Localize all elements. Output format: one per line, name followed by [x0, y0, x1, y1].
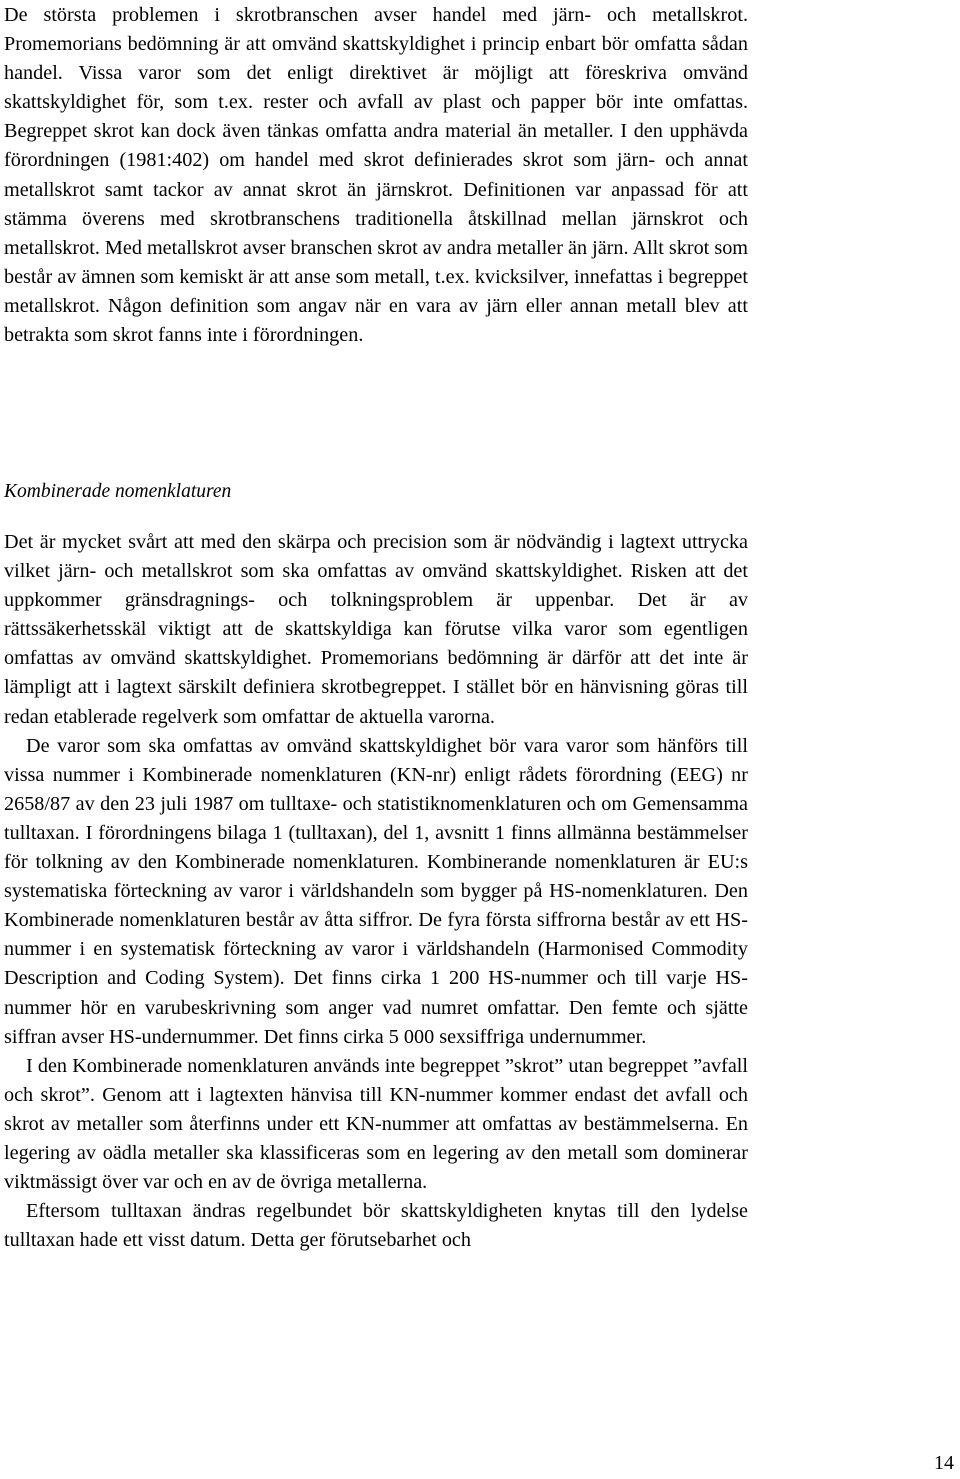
paragraph-avfall-och-skrot: I den Kombinerade nomenklaturen används inte begreppet ”skrot” utan begreppet ”avfall och skrot”. Genom att i lagtexten hänvisa till KN-nummer kommer endast det avfall och skrot av metaller som återfinns under ett KN-nummer att omfattas av bestämmelserna. En legering av oädla metaller ska klassificeras som en legering av den metall som dominerar viktmässigt över var och en av de övriga metallerna. [4, 1054, 748, 1194]
paragraph-precision: Det är mycket svårt att med den skärpa och precision som är nödvändig i lagtext uttrycka vilket järn- och metallskrot som ska omfattas av omvänd skattskyldighet. Risken att det uppkommer gränsdragnings- och tolkningsproblem är uppenbar. Det är av rättssäkerhetsskäl viktigt att de skattskyldiga kan förutse vilka varor som egentligen omfattas av omvänd skattskyldighet. Promemorians bedömning är därför att det inte är lämpligt att i lagtext särskilt definiera skrotbegreppet. I stället bör en hänvisning göras till redan etablerade regelverk som omfattar de aktuella varorna. [4, 531, 748, 728]
paragraph-skrotbranschen: De största problemen i skrotbranschen avser handel med järn- och metallskrot. Promemorians bedömning är att omvänd skattskyldighet i princip enbart bör omfatta sådan handel. Vissa varor som det enligt direktivet är möjligt att föreskriva omvänd skattskyldighet för, som t.ex. rester och avfall av plast och papper bör inte omfattas. Begreppet skrot kan dock även tänkas omfatta andra material än metaller. I den upphävda förordningen (1981:402) om handel med skrot definierades skrot som järn- och annat metallskrot samt tackor av annat skrot än järnskrot. Definitionen var anpassad för att stämma överens med skrotbranschens traditionella åtskillnad mellan järnskrot och metallskrot. Med metallskrot avser branschen skrot av andra metaller än järn. Allt skrot som består av ämnen som kemiskt är att anse som metall, t.ex. kvicksilver, innefattas i begreppet metallskrot. Någon definition som angav när en vara av järn eller annan metall blev att betrakta som skrot fanns inte i förordningen. [4, 4, 748, 347]
page-number: 14 [934, 1452, 954, 1474]
section-body [4, 528, 748, 1255]
section-heading: Kombinerade nomenklaturen [4, 481, 232, 502]
intro-section [4, 1, 748, 350]
paragraph-kn-nr: De varor som ska omfattas av omvänd skattskyldighet bör vara varor som hänförs till vissa nummer i Kombinerade nomenklaturen (KN-nr) enligt rådets förordning (EEG) nr 2658/87 av den 23 juli 1987 om tulltaxe- och statistiknomenklaturen och om Gemensamma tulltaxan. I förordningens bilaga 1 (tulltaxan), del 1, avsnitt 1 finns allmänna bestämmelser för tolkning av den Kombinerade nomenklaturen. Kombinerande nomenklaturen är EU:s systematiska förteckning av varor i världshandeln som bygger på HS-nomenklaturen. Den Kombinerade nomenklaturen består av åtta siffror. De fyra första siffrorna består av ett HS-nummer i en systematisk förteckning av varor i världshandeln (Harmonised Commodity Description and Coding System). Det finns cirka 1 200 HS-nummer och till varje HS-nummer hör en varubeskrivning som anger vad numret omfattar. Den femte och sjätte siffran avser HS-undernummer. Det finns cirka 5 000 sexsiffriga undernummer. [4, 734, 748, 1048]
paragraph-tulltaxan: Eftersom tulltaxan ändras regelbundet bör skattskyldigheten knytas till den lydelse tulltaxan hade ett visst datum. Detta ger förutsebarhet och [4, 1200, 748, 1252]
